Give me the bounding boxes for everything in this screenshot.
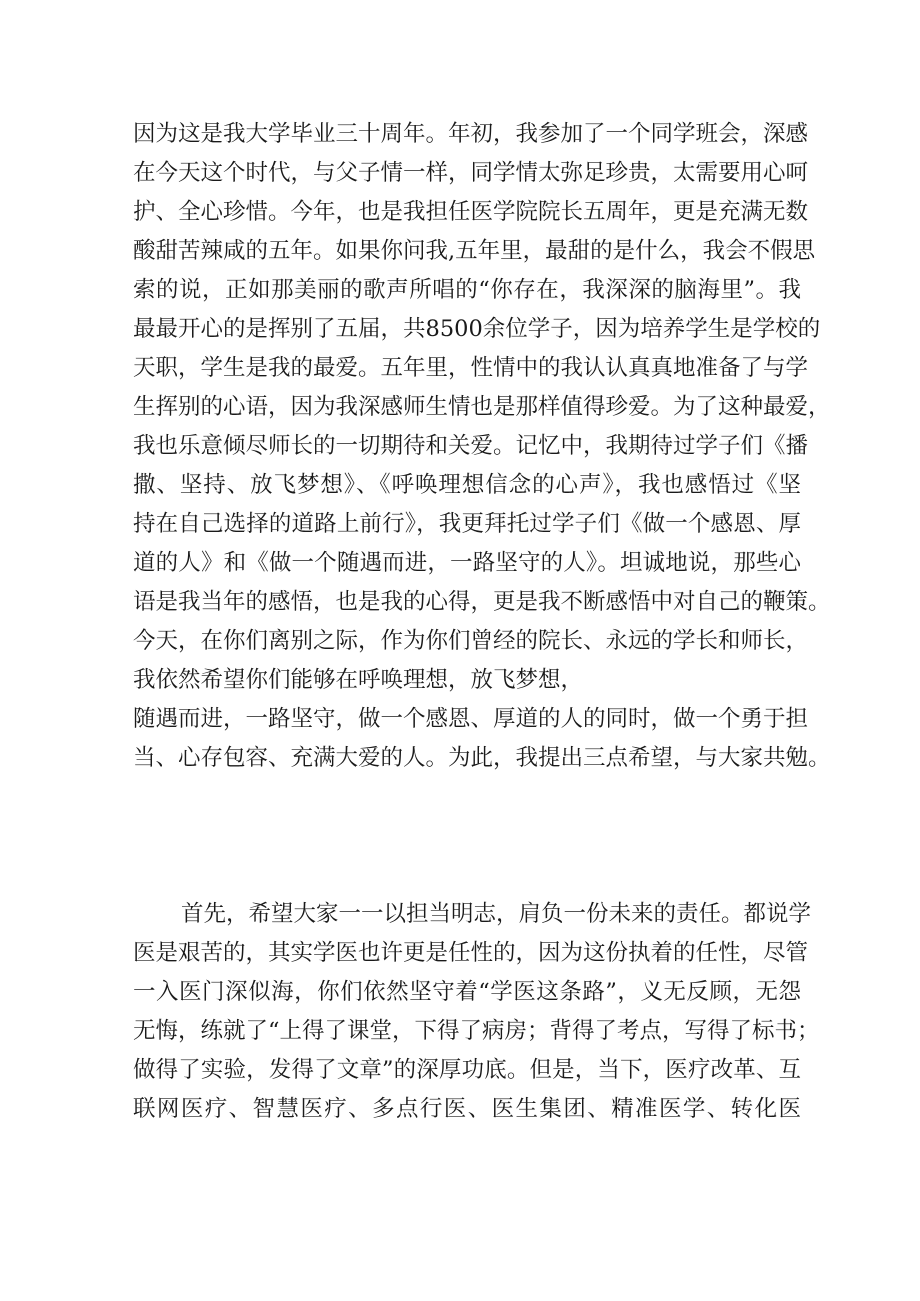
text-line: 护、全心珍惜。今年，也是我担任医学院院长五周年，更是充满无数 <box>133 199 809 225</box>
text-line: 一入医门深似海，你们依然坚守着“学医这条路”，义无反顾，无怨 <box>133 979 801 1005</box>
text-line: 医是艰苦的，其实学医也许更是任性的，因为这份执着的任性，尽管 <box>133 940 809 966</box>
text-line: 语是我当年的感悟，也是我的心得，更是我不断感悟中对自己的鞭策。 <box>133 589 831 615</box>
text-line: 首先，希望大家一一以担当明志，肩负一份未来的责任。都说学 <box>181 901 812 927</box>
text-line: 我也乐意倾尽师长的一切期待和关爱。记忆中，我期待过学子们《播 <box>133 433 809 459</box>
text-line: 最最开心的是挥别了五届，共8500余位学子，因为培养学生是学校的 <box>133 316 821 342</box>
text-line: 持在自己选择的道路上前行》，我更拜托过学子们《做一个感恩、厚 <box>133 511 801 537</box>
paragraph-1 <box>133 115 831 778</box>
text-line: 联网医疗、智慧医疗、多点行医、医生集团、精准医学、转化医 <box>133 1096 801 1122</box>
text-line: 道的人》和《做一个随遇而进，一路坚守的人》。坦诚地说，那些心 <box>133 550 801 576</box>
text-line: 我依然希望你们能够在呼唤理想，放飞梦想， <box>133 667 584 693</box>
text-line: 今天，在你们离别之际，作为你们曾经的院长、永远的学长和师长， <box>133 628 809 654</box>
text-line: 随遇而进，一路坚守，做一个感恩、厚道的人的同时，做一个勇于担 <box>133 706 809 732</box>
text-line: 在今天这个时代，与父子情一样，同学情太弥足珍贵，太需要用心呵 <box>133 160 809 186</box>
text-line: 天职，学生是我的最爱。五年里，性情中的我认认真真地准备了与学 <box>133 355 809 381</box>
text-line: 生挥别的心语，因为我深感师生情也是那样值得珍爱。为了这种最爱， <box>133 394 831 420</box>
text-line: 撒、坚持、放飞梦想》、《呼唤理想信念的心声》，我也感悟过《坚 <box>133 472 801 498</box>
paragraph-2 <box>133 895 820 1129</box>
text-line: 当、心存包容、充满大爱的人。为此，我提出三点希望，与大家共勉。 <box>133 745 831 771</box>
text-line: 做得了实验，发得了文章”的深厚功底。但是，当下，医疗改革、互 <box>133 1057 801 1083</box>
text-line: 因为这是我大学毕业三十周年。年初，我参加了一个同学班会，深感 <box>133 121 809 147</box>
text-line: 酸甜苦辣咸的五年。如果你问我,五年里，最甜的是什么，我会不假思 <box>133 238 816 264</box>
text-line: 无悔，练就了“上得了课堂，下得了病房；背得了考点，写得了标书； <box>133 1018 820 1044</box>
text-line: 索的说，正如那美丽的歌声所唱的“你存在，我深深的脑海里”。我 <box>133 277 801 303</box>
